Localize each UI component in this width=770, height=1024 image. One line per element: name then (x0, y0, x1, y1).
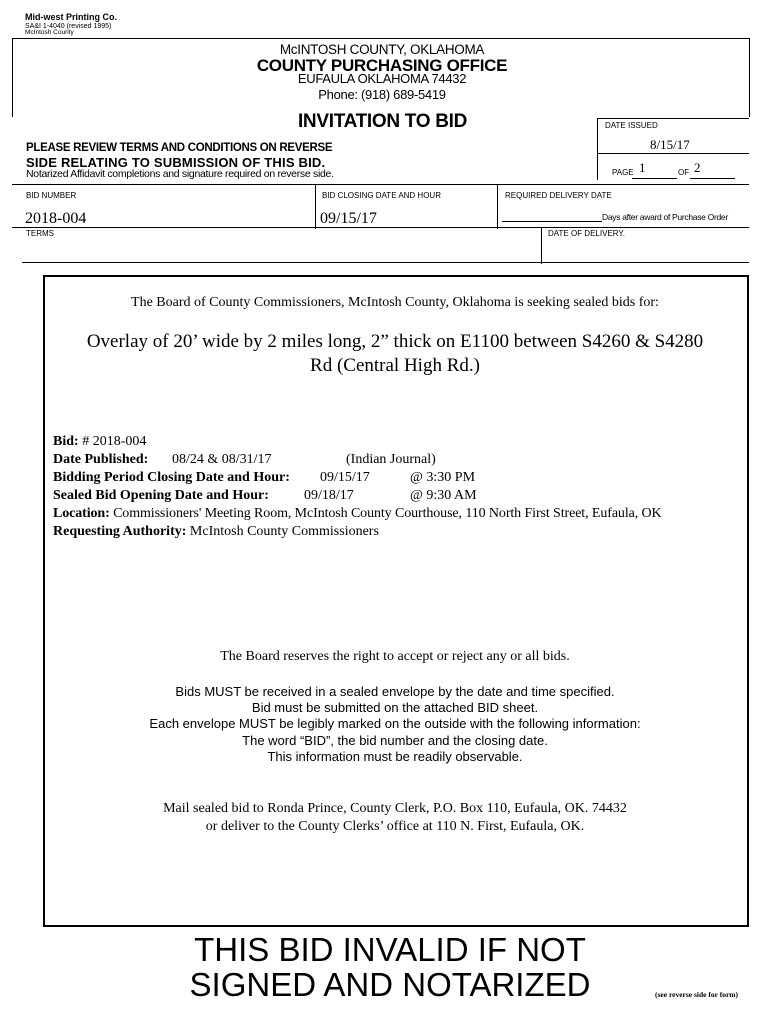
must-line-2: Bid must be submitted on the attached BID sheet. (251, 700, 539, 715)
closing-value: 09/15/17 (320, 210, 377, 227)
page-underline (632, 178, 677, 179)
intro-text: The Board of County Commissioners, McIntosh County, Oklahoma is seeking sealed bids for: (131, 295, 659, 310)
date-issued-value: 8/15/17 (650, 137, 690, 152)
bid-detail-row (53, 434, 146, 450)
office-phone: Phone: (918) 689-5419 (318, 87, 446, 102)
date-issued-mid-line (597, 153, 749, 154)
of-label: OF (678, 168, 690, 177)
invalid-warning-line-2: SIGNED AND NOTARIZED (189, 966, 591, 1003)
delivery-label: REQUIRED DELIVERY DATE (505, 191, 612, 200)
of-value: 2 (694, 160, 701, 175)
mail-line-1: Mail sealed bid to Ronda Prince, County Clerk, P.O. Box 110, Eufaula, OK. 74432 (163, 801, 627, 816)
delivery-bottom-line (541, 262, 749, 263)
page-value: 1 (639, 160, 646, 175)
authority-label: Requesting Authority: (53, 524, 187, 539)
instruction-line-1: PLEASE REVIEW TERMS AND CONDITIONS ON REVERSE (26, 142, 333, 154)
authority-row (53, 524, 379, 540)
location-label: Location: (53, 506, 110, 521)
fields-mid-line (12, 227, 749, 228)
terms-label: TERMS (26, 229, 54, 238)
must-line-4: The word “BID”, the bid number and the closing date. (242, 733, 548, 748)
closing-label: BID CLOSING DATE AND HOUR (322, 191, 441, 200)
bid-label: Bid: (53, 434, 79, 449)
published-value: 08/24 & 08/31/17 (172, 452, 272, 467)
period-date: 09/15/17 (320, 470, 370, 485)
bid-number-value: 2018-004 (25, 210, 87, 227)
office-name: COUNTY PURCHASING OFFICE (256, 56, 508, 75)
form-number: SA&I 1-4040 (revised 1995) (25, 23, 112, 30)
must-line-5: This information must be readily observable. (267, 749, 523, 764)
project-line-1: Overlay of 20’ wide by 2 miles long, 2” thick on E1100 between S4260 & S4280 (86, 331, 704, 352)
published-label: Date Published: (53, 452, 149, 467)
mail-line-2: or deliver to the County Clerks’ office at 110 N. First, Eufaula, OK. (205, 819, 585, 834)
office-address: EUFAULA OKLAHOMA 74432 (297, 71, 467, 86)
county-stamp: McIntosh County (25, 29, 74, 36)
reverse-side-note: (see reverse side for form) (655, 990, 739, 999)
form-title: INVITATION TO BID (297, 111, 468, 132)
date-issued-top-line (597, 118, 749, 119)
reserve-text: The Board reserves the right to accept or reject any or all bids. (220, 649, 570, 664)
date-of-delivery-label: DATE OF DELIVERY. (548, 229, 625, 238)
instruction-line-3: Notarized Affidavit completions and signature required on reverse side. (26, 168, 334, 180)
terms-divider (541, 227, 542, 264)
bid-number-label: BID NUMBER (26, 191, 77, 200)
must-line-3: Each envelope MUST be legibly marked on the outside with the following information: (149, 716, 641, 731)
printer-company: Mid-west Printing Co. (25, 12, 117, 22)
period-time: @ 3:30 PM (410, 470, 476, 485)
of-underline (690, 178, 735, 179)
location-row (53, 506, 662, 522)
page-label: PAGE (612, 168, 634, 177)
terms-bottom-line (22, 262, 541, 263)
project-line-2: Rd (Central High Rd.) (310, 355, 480, 376)
published-paper: (Indian Journal) (346, 452, 436, 467)
opening-time: @ 9:30 AM (410, 488, 477, 503)
authority-value: McIntosh County Commissioners (189, 524, 379, 539)
period-label: Bidding Period Closing Date and Hour: (53, 470, 290, 485)
delivery-blank-line (502, 221, 602, 222)
delivery-text: Days after award of Purchase Order (602, 212, 728, 222)
must-line-1: Bids MUST be received in a sealed envelope by the date and time specified. (175, 684, 615, 699)
instruction-line-2: SIDE RELATING TO SUBMISSION OF THIS BID. (26, 155, 326, 170)
date-issued-left-line (597, 118, 598, 180)
date-issued-label: DATE ISSUED (605, 121, 658, 130)
opening-date: 09/18/17 (304, 488, 354, 503)
bid-value: # 2018-004 (82, 434, 147, 449)
county-line: McINTOSH COUNTY, OKLAHOMA (279, 42, 485, 57)
fields-divider-1 (315, 184, 316, 229)
fields-divider-2 (497, 184, 498, 229)
invalid-warning-line-1: THIS BID INVALID IF NOT (194, 931, 586, 968)
opening-label: Sealed Bid Opening Date and Hour: (53, 488, 269, 503)
fields-top-line (12, 184, 749, 185)
location-value: Commissioners' Meeting Room, McIntosh County Courthouse, 110 North First Street, Eufaula, OK (113, 506, 662, 521)
